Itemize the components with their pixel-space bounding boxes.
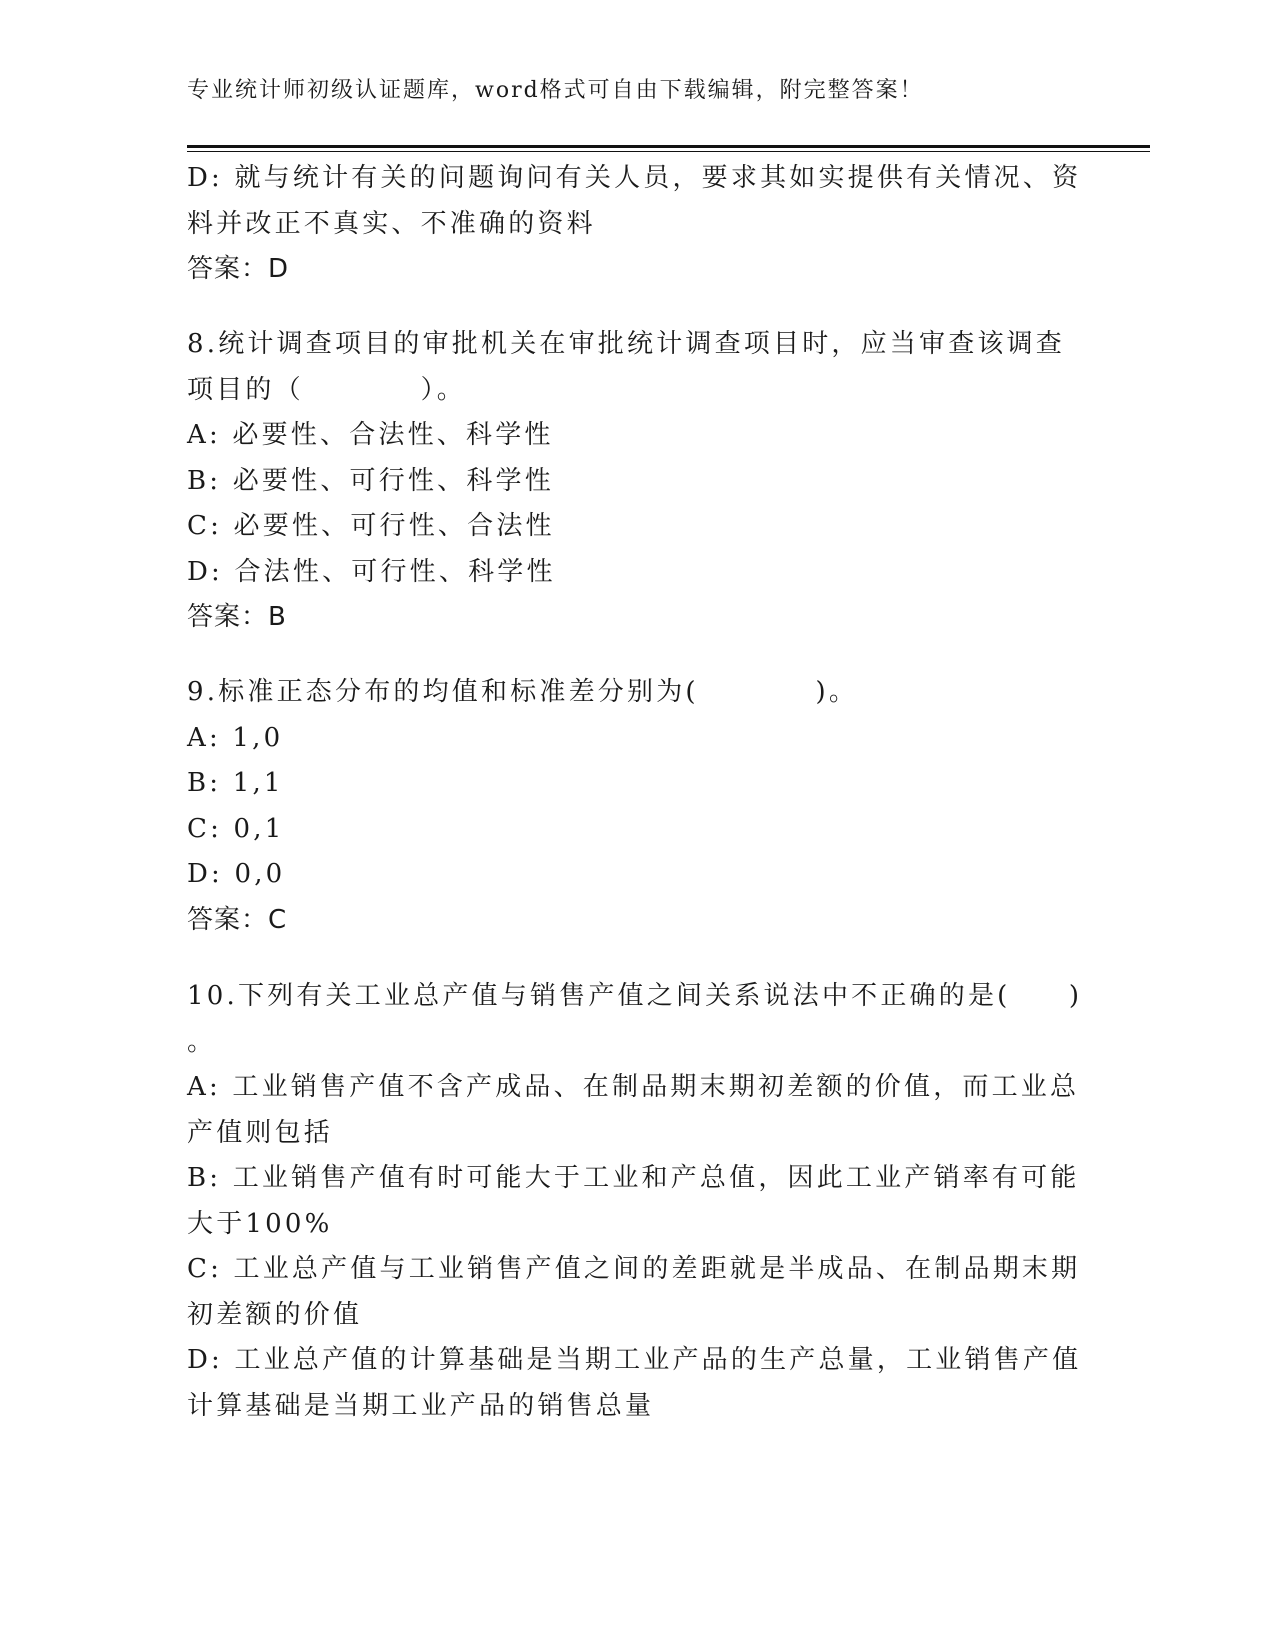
option-c: C: 0,1	[187, 813, 285, 844]
option-a: A: 1,0	[187, 722, 284, 753]
document-header: 专业统计师初级认证题库，word格式可自由下载编辑，附完整答案！	[187, 78, 924, 103]
option-b: B: 1,1	[187, 768, 284, 798]
option-b-line-2: 大于100%	[187, 1208, 333, 1239]
option-c: C: 必要性、可行性、合法性	[187, 511, 555, 541]
option-d-line-1: D: 工业总产值的计算基础是当期工业产品的生产总量，工业销售产值	[187, 1345, 1082, 1375]
option-d-line-1: D: 就与统计有关的问题询问有关人员，要求其如实提供有关情况、资	[187, 163, 1082, 193]
question-9	[187, 670, 1067, 943]
option-d-line-2: 料并改正不真实、不准确的资料	[187, 208, 596, 239]
answer-label: 答案：B	[187, 602, 287, 632]
option-c-line-1: C: 工业总产值与工业销售产值之间的差距就是半成品、在制品期末期	[187, 1254, 1081, 1284]
header-rule-thin	[187, 151, 1150, 152]
question-stem: 9.标准正态分布的均值和标准差分别为( )。	[187, 677, 859, 707]
answer-label: 答案：D	[187, 254, 290, 284]
option-c-line-2: 初差额的价值	[187, 1299, 363, 1330]
question-8	[187, 322, 1067, 641]
question-stem-line-1: 8.统计调查项目的审批机关在审批统计调查项目时，应当审查该调查	[187, 329, 1066, 359]
option-b: B: 必要性、可行性、科学性	[187, 465, 554, 496]
option-a: A: 必要性、合法性、科学性	[187, 420, 554, 450]
option-d: D: 0,0	[187, 859, 286, 889]
question-7-tail	[187, 156, 1082, 293]
question-stem-line-2: 。	[187, 1026, 217, 1057]
question-stem-line-2: 项目的（ ）。	[187, 374, 467, 405]
header-rule-thick	[187, 145, 1150, 148]
option-d: D: 合法性、可行性、科学性	[187, 556, 556, 587]
question-stem-line-1: 10.下列有关工业总产值与销售产值之间关系说法中不正确的是( )	[187, 981, 1083, 1011]
question-10	[187, 974, 1083, 1429]
option-a-line-1: A: 工业销售产值不含产成品、在制品期末期初差额的价值，而工业总	[187, 1072, 1080, 1102]
option-a-line-2: 产值则包括	[187, 1117, 334, 1148]
option-b-line-1: B: 工业销售产值有时可能大于工业和产总值，因此工业产销率有可能	[187, 1163, 1080, 1193]
option-d-line-2: 计算基础是当期工业产品的销售总量	[187, 1390, 655, 1421]
answer-label: 答案：C	[187, 904, 288, 935]
